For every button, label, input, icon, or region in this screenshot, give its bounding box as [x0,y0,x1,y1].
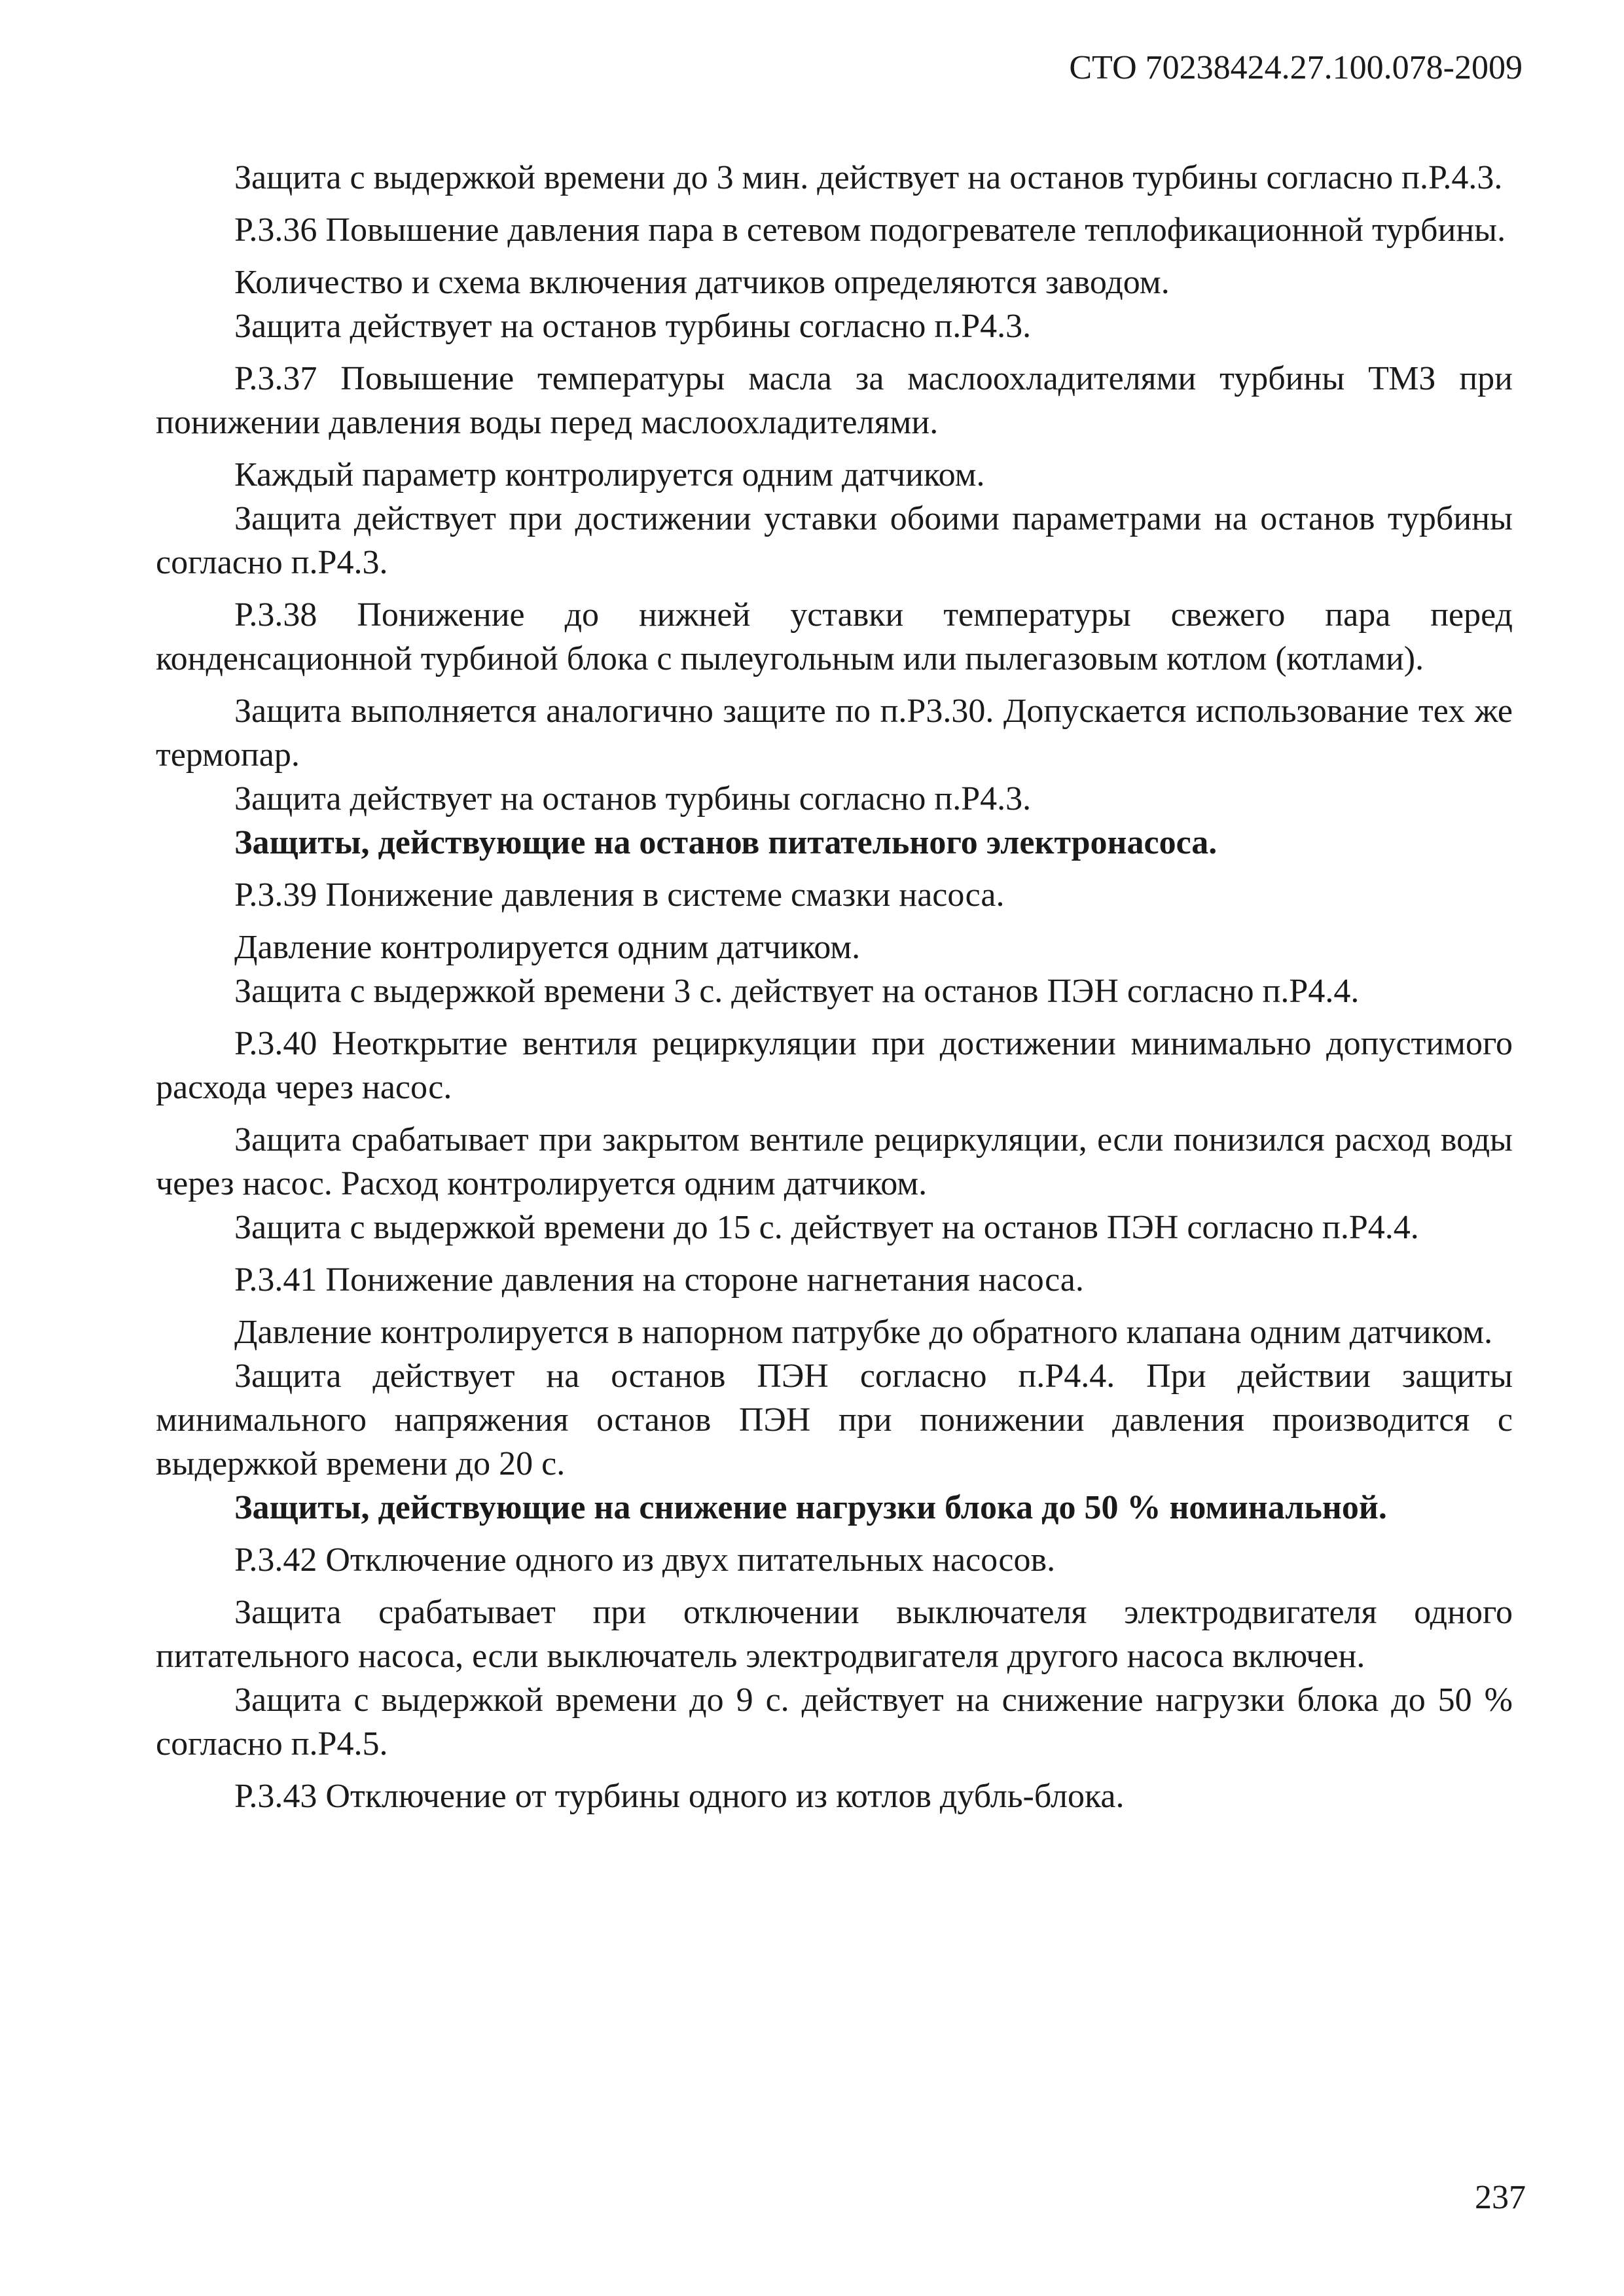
body-paragraph: Р.3.39 Понижение давления в системе смазки насоса. [234,876,1005,914]
body-paragraph: Защита действует при достижении уставки обоими параметрами на останов турбины согласно п.Р4.3. [156,500,1513,581]
document-code-header: СТО 70238424.27.100.078-2009 [1069,49,1523,86]
page-number: 237 [1475,2179,1526,2216]
body-paragraph: Защита с выдержкой времени до 3 мин. действует на останов турбины согласно п.Р.4.3. [234,159,1503,196]
body-paragraph: Защита с выдержкой времени до 9 с. действует на снижение нагрузки блока до 50 % согласно п.Р4.5. [156,1681,1513,1763]
body-paragraph: Р.3.36 Повышение давления пара в сетевом подогревателе теплофикационной турбины. [234,211,1506,249]
body-paragraph: Защита срабатывает при отключении выключателя электродвигателя одного питательного насоса, если выключатель электродвигателя другого насоса включен. [156,1594,1513,1675]
body-paragraph: Р.3.43 Отключение от турбины одного из котлов дубль-блока. [234,1778,1125,1815]
body-paragraph: Каждый параметр контролируется одним датчиком. [234,456,985,493]
body-paragraph: Защита с выдержкой времени до 15 с. действует на останов ПЭН согласно п.Р4.4. [234,1209,1419,1246]
body-paragraph: Р.3.38 Понижение до нижней уставки температуры свежего пара перед конденсационной турбиной блока с пылеугольным или пылегазовым котлом (котлами). [156,596,1513,677]
body-paragraph: Р.3.41 Понижение давления на стороне нагнетания насоса. [234,1261,1084,1299]
body-paragraph: Защита действует на останов турбины согласно п.Р4.3. [234,308,1032,345]
body-paragraph: Р.3.37 Повышение температуры масла за маслоохладителями турбины ТМЗ при понижении давления воды перед маслоохладителями. [156,360,1513,441]
body-paragraph: Защита срабатывает при закрытом вентиле рециркуляции, если понизился расход воды через насос. Расход контролируется одним датчиком. [156,1121,1513,1202]
body-paragraph: Р.3.40 Неоткрытие вентиля рециркуляции при достижении минимально допустимого расхода через насос. [156,1025,1513,1106]
body-paragraph: Давление контролируется одним датчиком. [234,929,861,966]
body-paragraph: Защита выполняется аналогично защите по п.Р3.30. Допускается использование тех же термопар. [156,692,1513,774]
section-heading: Защиты, действующие на останов питательного электронасоса. [234,824,1218,861]
body-paragraph: Давление контролируется в напорном патрубке до обратного клапана одним датчиком. [234,1314,1493,1351]
body-paragraph: Защита действует на останов ПЭН согласно п.Р4.4. При действии защиты минимального напряжения останов ПЭН при понижении давления производится с выдержкой времени до 20 с. [156,1357,1513,1482]
section-heading: Защиты, действующие на снижение нагрузки блока до 50 % номинальной. [234,1489,1387,1526]
document-body [156,156,1513,1827]
body-paragraph: Защита действует на останов турбины согласно п.Р4.3. [234,780,1032,817]
body-paragraph: Количество и схема включения датчиков определяются заводом. [234,264,1170,301]
body-paragraph: Защита с выдержкой времени 3 с. действует на останов ПЭН согласно п.Р4.4. [234,973,1360,1010]
body-paragraph: Р.3.42 Отключение одного из двух питательных насосов. [234,1541,1056,1579]
